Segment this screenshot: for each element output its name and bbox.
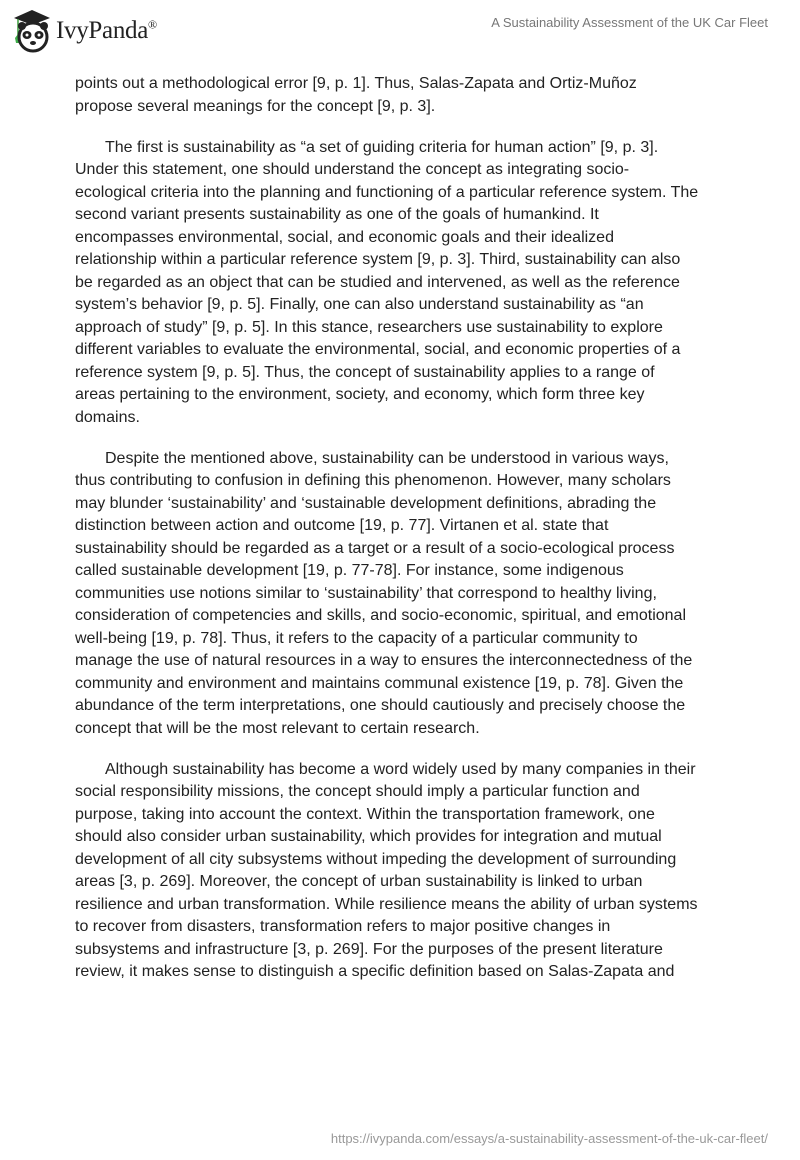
- paragraph-line: resilience and urban transformation. While resilience means the ability of urban systems: [75, 895, 698, 913]
- paragraph-line: development of all city subsystems without impeding the development of surrounding: [75, 850, 677, 868]
- paragraph-line: Despite the mentioned above, sustainability can be understood in various ways,: [105, 449, 669, 467]
- paragraph-line: well-being [19, p. 78]. Thus, it refers to the capacity of a particular community to: [75, 629, 638, 647]
- paragraph-line: abundance of the term interpretations, one should cautiously and precisely choose the: [75, 697, 686, 714]
- paragraph-line: consideration of competencies and skills, and socio-economic, spiritual, and emotional: [75, 607, 686, 624]
- paragraph-line: may blunder ‘sustainability’ and ‘sustainable development definitions, abrading the: [75, 494, 657, 512]
- paragraph: [75, 759, 735, 984]
- paragraph-line: subsystems and infrastructure [3, p. 269]. For the purposes of the present literature: [75, 940, 663, 958]
- paragraph-line: community and environment and maintains communal existence [19, p. 78]. Given the: [75, 674, 684, 692]
- paragraph-line: Under this statement, one should understand the concept as integrating socio-: [75, 161, 630, 178]
- paragraph-line: sustainability should be regarded as a target or a result of a socio-ecological process: [75, 539, 675, 557]
- paragraph-line: domains.: [75, 408, 140, 426]
- paragraph-line: manage the use of natural resources in a way to ensures the interconnectedness of the: [75, 652, 693, 669]
- essay-body: [75, 73, 735, 1002]
- paragraph-line: be regarded as an object that can be studied and intervened, as well as the reference: [75, 273, 680, 291]
- panda-graduate-icon: [12, 8, 52, 54]
- document-title: A Sustainability Assessment of the UK Car Fleet: [491, 15, 768, 30]
- paragraph-line: distinction between action and outcome [19, p. 77]. Virtanen et al. state that: [75, 517, 609, 534]
- paragraph-line: encompasses environmental, social, and economic goals and their idealized: [75, 228, 614, 246]
- paragraph-line: propose several meanings for the concept [9, p. 3].: [75, 97, 436, 115]
- paragraph-line: areas pertaining to the environment, society, and economy, which form three key: [75, 386, 645, 403]
- logo-text: IvyPanda®: [56, 17, 157, 44]
- paragraph: [75, 448, 735, 741]
- ivypanda-logo[interactable]: [12, 8, 157, 54]
- paragraph-line: areas [3, p. 269]. Moreover, the concept of urban sustainability is linked to urban: [75, 873, 643, 890]
- paragraph-line: The first is sustainability as “a set of guiding criteria for human action” [9, p. 3].: [105, 138, 659, 156]
- paragraph-line: points out a methodological error [9, p. 1]. Thus, Salas-Zapata and Ortiz-Muñoz: [75, 75, 637, 92]
- paragraph-line: should also consider urban sustainability, which provides for integration and mutual: [75, 828, 662, 845]
- paragraph-line: approach of study” [9, p. 5]. In this stance, researchers use sustainability to explore: [75, 318, 663, 336]
- paragraph-line: purpose, taking into account the context. Within the transportation framework, one: [75, 805, 655, 823]
- paragraph-line: Although sustainability has become a word widely used by many companies in their: [105, 760, 696, 778]
- paragraph-line: thus contributing to confusion in defining this phenomenon. However, many scholars: [75, 472, 671, 489]
- paragraph-line: reference system [9, p. 5]. Thus, the concept of sustainability applies to a range of: [75, 363, 655, 381]
- paragraph-line: ecological criteria into the planning and functioning of a particular reference system. The: [75, 183, 699, 201]
- paragraph-line: relationship within a particular reference system [9, p. 3]. Third, sustainability can also: [75, 251, 681, 268]
- source-url[interactable]: https://ivypanda.com/essays/a-sustainability-assessment-of-the-uk-car-fleet/: [330, 1131, 768, 1146]
- paragraph: [75, 73, 735, 118]
- paragraph-line: second variant presents sustainability as one of the goals of humankind. It: [75, 206, 599, 223]
- paragraph-line: different variables to evaluate the environmental, social, and economic properties of a: [75, 341, 681, 358]
- paragraph-line: concept that will be the most relevant to certain research.: [75, 719, 480, 737]
- paragraph-line: to recover from disasters, transformation refers to major positive changes in: [75, 918, 611, 935]
- page-header: [0, 0, 800, 60]
- paragraph-line: called sustainable development [19, p. 77-78]. For instance, some indigenous: [75, 562, 624, 579]
- paragraph-line: social responsibility missions, the concept should imply a particular function and: [75, 783, 640, 800]
- paragraph: [75, 137, 735, 430]
- paragraph-line: review, it makes sense to distinguish a specific definition based on Salas-Zapata and: [75, 963, 675, 980]
- paragraph-line: communities use notions similar to ‘sustainability’ that correspond to healthy living,: [75, 584, 657, 602]
- paragraph-line: system’s behavior [9, p. 5]. Finally, one can also understand sustainability as “an: [75, 296, 644, 313]
